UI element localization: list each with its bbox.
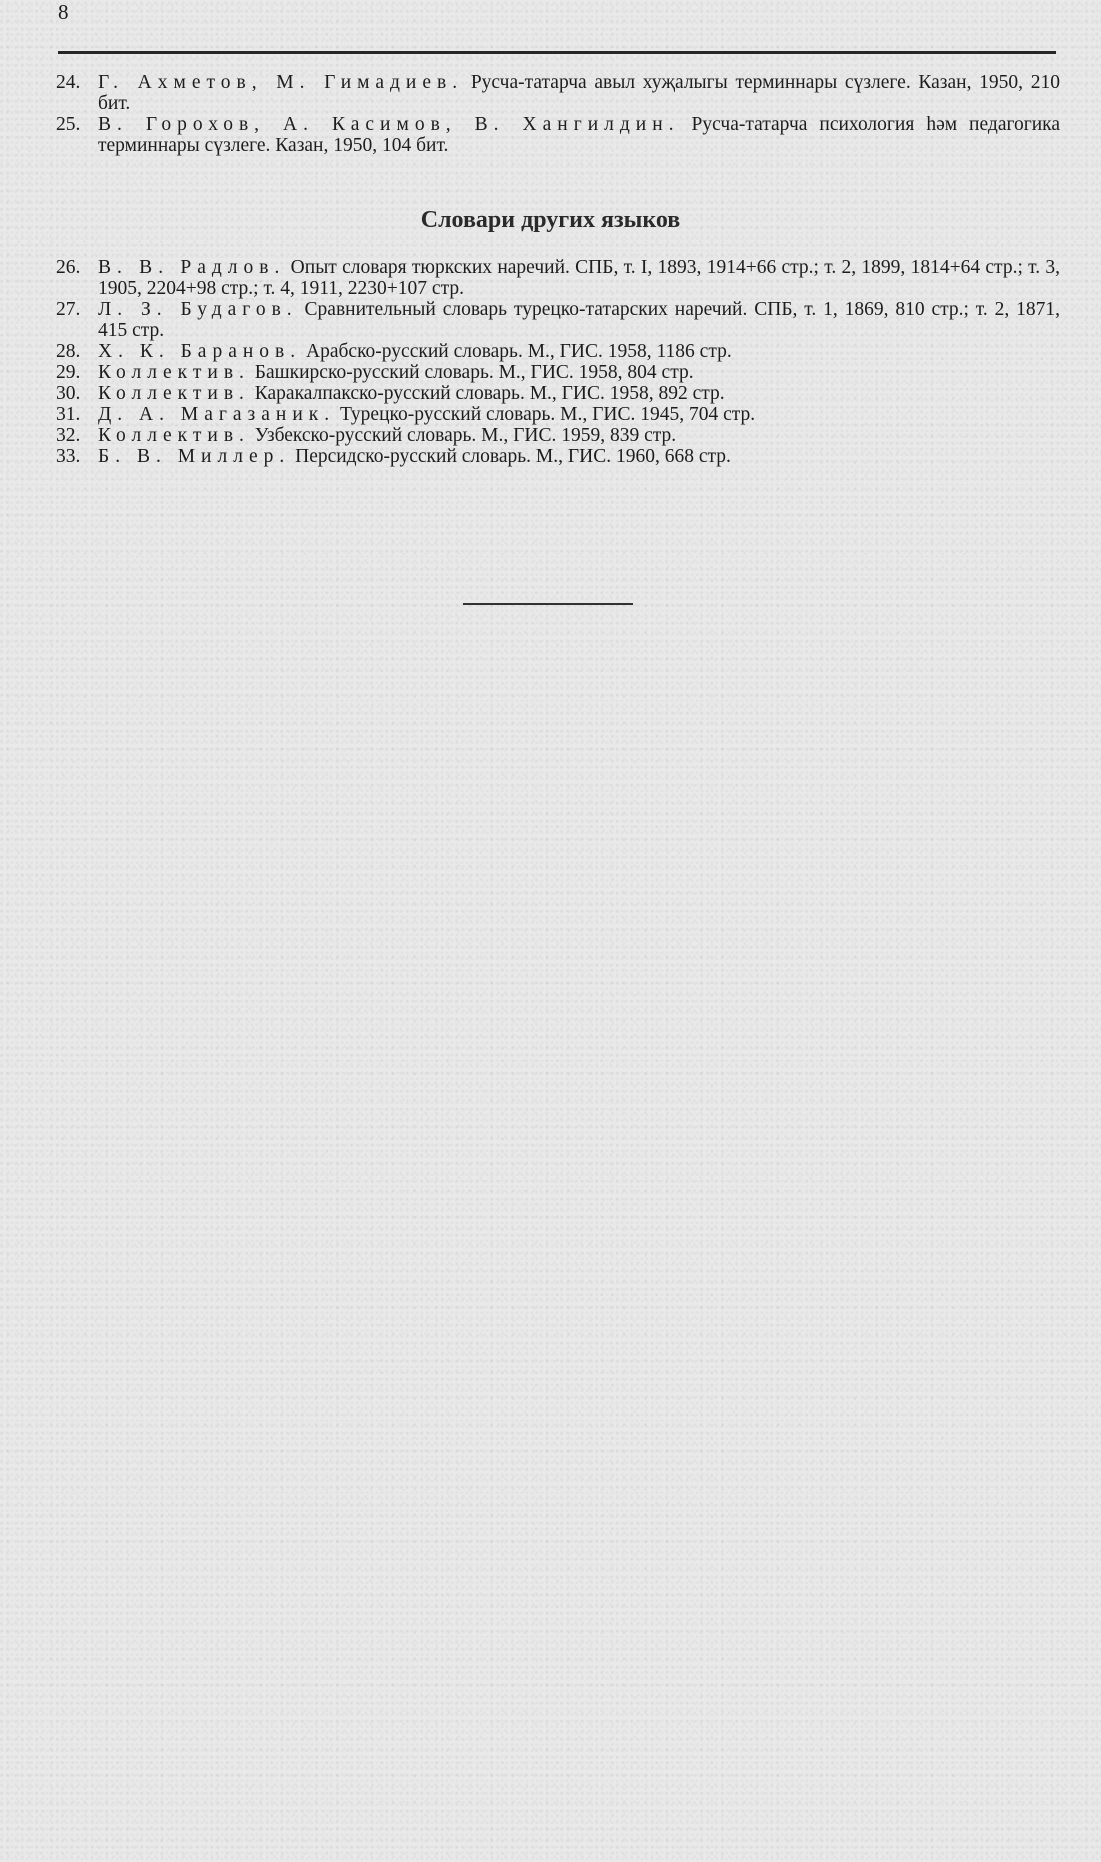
- bibliography-entry: [56, 425, 1060, 446]
- bibliography-entry: [56, 72, 1060, 114]
- entry-text: [98, 114, 1060, 156]
- bibliography-entry: [56, 257, 1060, 299]
- entry-author: Х. К. Баранов.: [98, 341, 302, 362]
- entry-number: 27.: [56, 299, 81, 320]
- entry-number: 32.: [56, 425, 81, 446]
- entry-author: Г. Ахметов, М. Гимадиев.: [98, 72, 464, 93]
- entry-title: Арабско-русский словарь. М., ГИС. 1958, 1186 стр.: [306, 341, 732, 362]
- entry-number: 26.: [56, 257, 81, 278]
- entry-author: Б. В. Миллер.: [98, 446, 291, 467]
- page-number: 8: [58, 0, 69, 24]
- entry-title: Опыт словаря тюркских наречий. СПБ, т. I, 1893, 1914+66 стр.; т. 2, 1899, 1814+64 стр.; т. 3, 1905, 2204+98 стр.; т. 4, 1911, 2230+107 стр.: [98, 257, 1061, 299]
- entry-author: Д. А. Магазаник.: [98, 404, 336, 425]
- entries-other-languages: [56, 257, 1060, 467]
- entry-text: [98, 404, 1060, 425]
- bibliography-entry: [56, 383, 1060, 404]
- bibliography-entry: [56, 446, 1060, 467]
- entry-title: Башкирско-русский словарь. М., ГИС. 1958, 804 стр.: [254, 362, 694, 383]
- entry-author: В. Горохов, А. Касимов, В. Хангилдин.: [98, 114, 680, 135]
- bibliography-entry: [56, 404, 1060, 425]
- entry-author: Л. З. Будагов.: [98, 299, 298, 320]
- entry-title: Турецко-русский словарь. М., ГИС. 1945, 704 стр.: [339, 404, 756, 425]
- entry-title: Каракалпакско-русский словарь. М., ГИС. 1958, 892 стр.: [254, 383, 725, 404]
- section-title: Словари других языков: [420, 207, 681, 233]
- entry-text: [98, 362, 1060, 383]
- entry-number: 25.: [56, 114, 81, 135]
- bibliography-entry: [56, 341, 1060, 362]
- entry-text: [98, 383, 1060, 404]
- entry-author: В. В. Радлов.: [98, 257, 286, 278]
- entry-number: 33.: [56, 446, 81, 467]
- entry-number: 31.: [56, 404, 81, 425]
- entry-text: [98, 72, 1060, 114]
- entry-author: Коллектив.: [98, 383, 250, 404]
- entry-author: Коллектив.: [98, 425, 250, 446]
- bibliography-entry: [56, 114, 1060, 156]
- end-rule: [463, 603, 633, 605]
- entry-text: [98, 446, 1060, 467]
- bibliography-entry: [56, 299, 1060, 341]
- entry-text: [98, 425, 1060, 446]
- top-rule: [58, 51, 1056, 54]
- entry-title: Русча-татарча авыл хуҗалыгы терминнары сүзлеге. Казан, 1950, 210 бит.: [98, 72, 1060, 114]
- entry-number: 29.: [56, 362, 81, 383]
- entry-title: Русча-татарча психология һәм педагогика терминнары сүзлеге. Казан, 1950, 104 бит.: [98, 114, 1060, 156]
- entry-number: 24.: [56, 72, 81, 93]
- entry-title: Узбекско-русский словарь. М., ГИС. 1959, 839 стр.: [254, 425, 677, 446]
- entry-text: [98, 299, 1060, 341]
- bibliography-entry: [56, 362, 1060, 383]
- entries-top: [56, 72, 1060, 156]
- entry-text: [98, 257, 1060, 299]
- entry-title: Сравнительный словарь турецко-татарских наречий. СПБ, т. 1, 1869, 810 стр.; т. 2, 1871, 415 стр.: [98, 299, 1060, 341]
- entry-number: 28.: [56, 341, 81, 362]
- entry-title: Персидско-русский словарь. М., ГИС. 1960, 668 стр.: [295, 446, 731, 467]
- entry-number: 30.: [56, 383, 81, 404]
- entry-author: Коллектив.: [98, 362, 250, 383]
- entry-text: [98, 341, 1060, 362]
